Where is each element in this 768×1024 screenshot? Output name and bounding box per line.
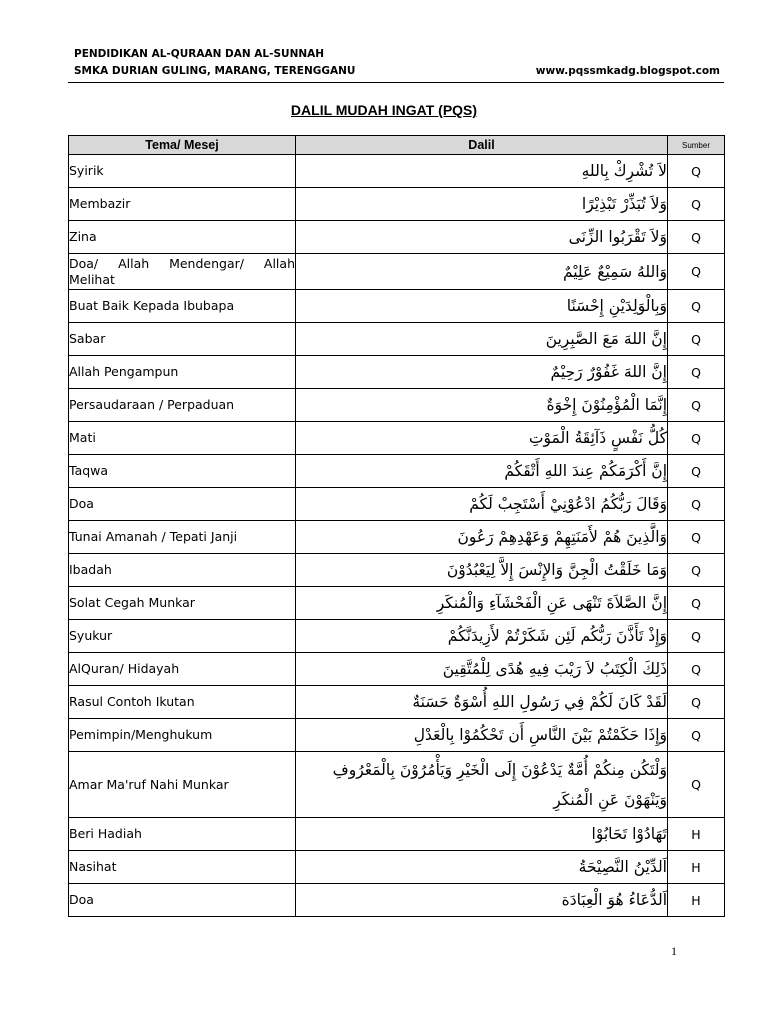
sumber-cell: Q (668, 653, 725, 686)
tema-cell: Solat Cegah Munkar (69, 587, 296, 620)
dalil-cell: وَلاَ تُبَذِّرْ تَبْذِيْرًا (296, 188, 668, 221)
sumber-cell: Q (668, 155, 725, 188)
dalil-cell: وَإِذَا حَكَمْتُمْ بَيْنَ النَّاسِ أَن تَحْكُمُوْا بِالْعَدْلِ (296, 719, 668, 752)
table-row (69, 389, 725, 422)
sumber-cell: H (668, 884, 725, 917)
sumber-cell: Q (668, 587, 725, 620)
tema-cell: Mati (69, 422, 296, 455)
dalil-cell: إِنَّ اللهَ مَعَ الصَّبِرِينَ (296, 323, 668, 356)
sumber-cell: Q (668, 752, 725, 818)
tema-cell: Doa (69, 488, 296, 521)
sumber-cell: Q (668, 254, 725, 290)
table-row (69, 254, 725, 290)
table-row (69, 521, 725, 554)
dalil-cell: وَلاَ تَقْرَبُوا الزِّنَى (296, 221, 668, 254)
table-row (69, 686, 725, 719)
tema-cell: Allah Pengampun (69, 356, 296, 389)
sumber-cell: Q (668, 521, 725, 554)
tema-cell: Beri Hadiah (69, 818, 296, 851)
tema-cell: Membazir (69, 188, 296, 221)
tema-cell: Zina (69, 221, 296, 254)
tema-cell: Taqwa (69, 455, 296, 488)
table-row (69, 620, 725, 653)
sumber-cell: Q (668, 455, 725, 488)
dalil-cell: إِنَّ اللهَ غَفُوْرٌ رَحِيْمٌ (296, 356, 668, 389)
page-number: 1 (671, 944, 677, 958)
sumber-cell: Q (668, 290, 725, 323)
column-header-dalil: Dalil (296, 136, 668, 155)
dalil-cell: لَقَدْ كَانَ لَكُمْ فِي رَسُولِ اللهِ أُسْوَةٌ حَسَنَةٌ (296, 686, 668, 719)
table-row (69, 818, 725, 851)
sumber-cell: Q (668, 356, 725, 389)
tema-cell: Doa/ Allah Mendengar/ Allah Melihat (69, 254, 296, 290)
tema-cell: Syirik (69, 155, 296, 188)
dalil-cell: إِنَّ الصَّلاَةَ تَنْهَى عَنِ الْفَحْشَآءِ وَالْمُنكَرِ (296, 587, 668, 620)
sumber-cell: Q (668, 719, 725, 752)
table-row (69, 188, 725, 221)
table-row (69, 356, 725, 389)
sumber-cell: Q (668, 422, 725, 455)
table-row (69, 290, 725, 323)
dalil-table (68, 135, 725, 917)
table-row (69, 752, 725, 818)
header-url[interactable]: www.pqssmkadg.blogspot.com (535, 65, 720, 77)
tema-cell: Rasul Contoh Ikutan (69, 686, 296, 719)
header-school: SMKA DURIAN GULING, MARANG, TERENGGANU (74, 65, 356, 77)
dalil-cell: اَلدُّعَاءُ هُوَ الْعِبَادَة (296, 884, 668, 917)
table-row (69, 851, 725, 884)
tema-cell: Buat Baik Kepada Ibubapa (69, 290, 296, 323)
tema-cell: Pemimpin/Menghukum (69, 719, 296, 752)
sumber-cell: Q (668, 389, 725, 422)
tema-cell: Persaudaraan / Perpaduan (69, 389, 296, 422)
document-title: DALIL MUDAH INGAT (PQS) (290, 102, 478, 118)
dalil-cell: وَقَالَ رَبُّكُمُ ادْعُوْنِيْ أَسْتَجِبْ لَكُمْ (296, 488, 668, 521)
dalil-cell: وَاللهُ سَمِيْعٌ عَلِيْمٌ (296, 254, 668, 290)
tema-cell: Amar Ma'ruf Nahi Munkar (69, 752, 296, 818)
sumber-cell: Q (668, 554, 725, 587)
sumber-cell: Q (668, 221, 725, 254)
table-row (69, 455, 725, 488)
sumber-cell: Q (668, 188, 725, 221)
table-row (69, 155, 725, 188)
sumber-cell: Q (668, 686, 725, 719)
table-header-row (69, 136, 725, 155)
dalil-cell: لاَ تُشْرِكْ بِاللهِ (296, 155, 668, 188)
dalil-cell: وَالَّذِينَ هُمْ لأَمَنَتِهِمْ وَعَهْدِهِمْ رَعُونَ (296, 521, 668, 554)
tema-cell: Sabar (69, 323, 296, 356)
table-row (69, 323, 725, 356)
header-divider (68, 82, 724, 83)
table-row (69, 719, 725, 752)
dalil-cell: وَإِذْ تَأَذَّنَ رَبُّكُم لَئِن شَكَرْتُمْ لأَزِيدَنَّكُمْ (296, 620, 668, 653)
dalil-cell: وَمَا خَلَقْتُ الْجِنَّ وَالإِنْسَ إِلاَّ لِيَعْبُدُوْنَ (296, 554, 668, 587)
table-row (69, 653, 725, 686)
document-header (74, 46, 720, 80)
tema-cell: Syukur (69, 620, 296, 653)
tema-cell: Ibadah (69, 554, 296, 587)
dalil-cell: وَبِالْوَلِدَيْنِ إِحْسَنًا (296, 290, 668, 323)
table-row (69, 221, 725, 254)
sumber-cell: Q (668, 620, 725, 653)
dalil-cell: تَهَادُوْا تَحَابُوْا (296, 818, 668, 851)
table-row (69, 554, 725, 587)
dalil-cell: كُلُّ نَفْسٍ ذَآئِقَةُ الْمَوْتِ (296, 422, 668, 455)
column-header-tema: Tema/ Mesej (69, 136, 296, 155)
table-row (69, 422, 725, 455)
dalil-cell: اَلدِّيْنُ النَّصِيْحَةُ (296, 851, 668, 884)
sumber-cell: Q (668, 488, 725, 521)
column-header-sumber: Sumber (668, 136, 725, 155)
tema-cell: Tunai Amanah / Tepati Janji (69, 521, 296, 554)
sumber-cell: Q (668, 323, 725, 356)
dalil-cell: ذَلِكَ الْكِتَبُ لاَ رَيْبَ فِيهِ هُدًى لِلْمُتَّقِينَ (296, 653, 668, 686)
tema-cell: Doa (69, 884, 296, 917)
dalil-cell: إِنَّمَا الْمُؤْمِنُوْنَ إِخْوَةٌ (296, 389, 668, 422)
header-subject: PENDIDIKAN AL-QURAAN DAN AL-SUNNAH (74, 48, 325, 60)
dalil-cell: وَلْتَكُن مِنكُمْ أُمَّةٌ يَدْعُوْنَ إِلَى الْخَيْرِ وَيَأْمُرُوْنَ بِالْمَعْرُوفِ وَيَنْهَوْنَ عَنِ الْمُنكَرِ (296, 752, 668, 818)
table-row (69, 884, 725, 917)
tema-cell: Nasihat (69, 851, 296, 884)
tema-cell: AlQuran/ Hidayah (69, 653, 296, 686)
dalil-cell: إِنَّ أَكْرَمَكُمْ عِندَ اللهِ أَتْقَكُمْ (296, 455, 668, 488)
sumber-cell: H (668, 818, 725, 851)
table-row (69, 587, 725, 620)
table-row (69, 488, 725, 521)
sumber-cell: H (668, 851, 725, 884)
